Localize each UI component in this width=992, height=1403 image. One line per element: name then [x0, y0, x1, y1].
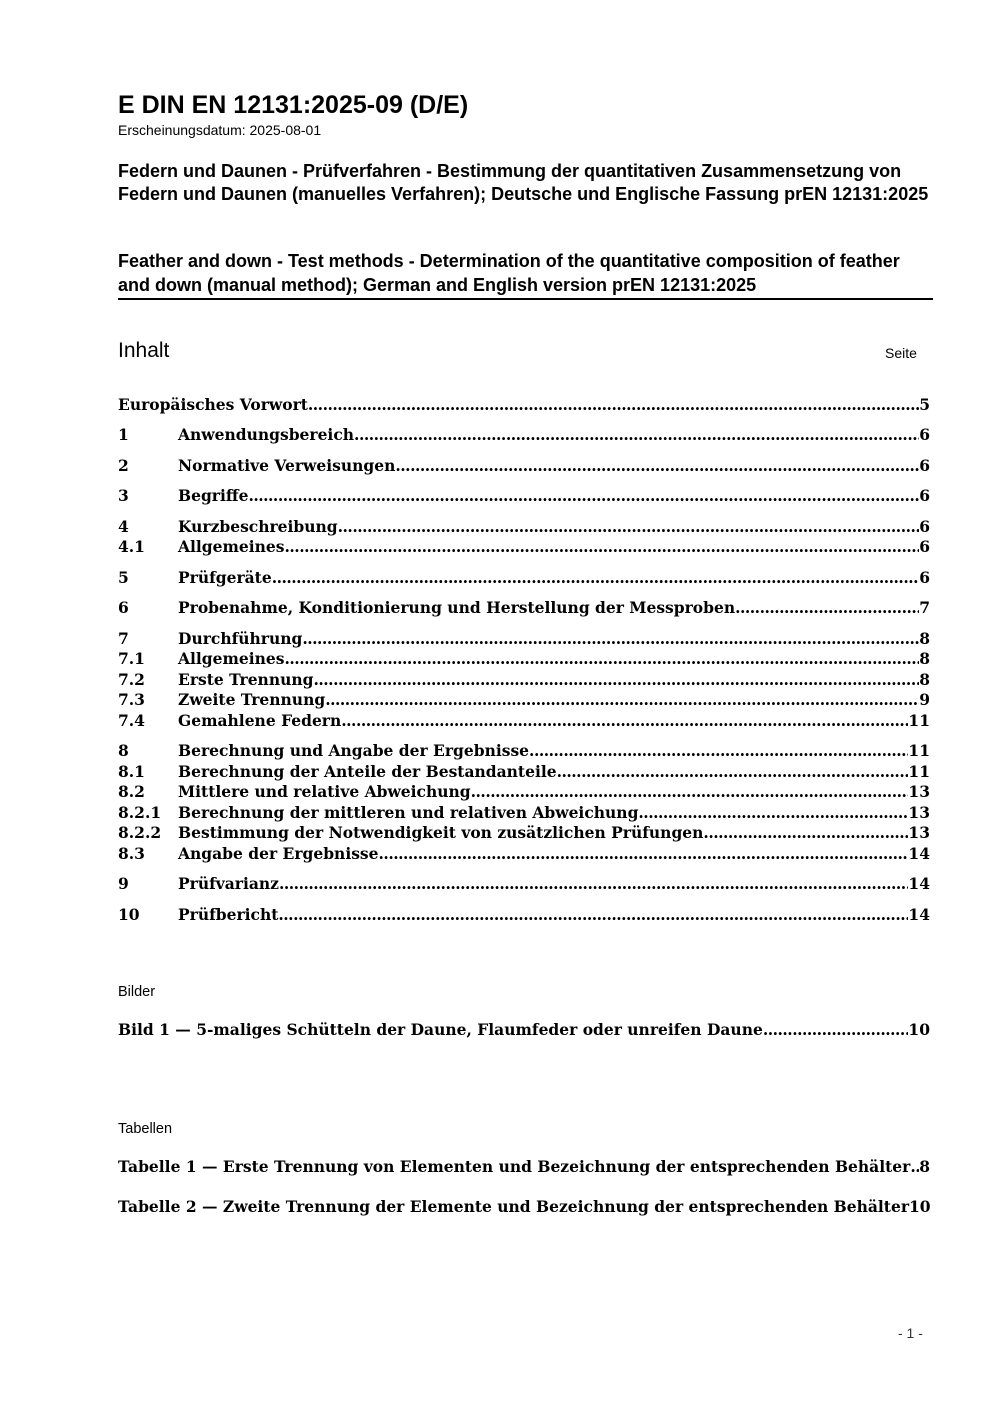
table-list-entry[interactable] [118, 1197, 930, 1217]
toc-entry-page: 6 [919, 456, 930, 475]
toc-entry[interactable] [118, 598, 930, 618]
toc-entry[interactable] [118, 537, 930, 557]
toc-entry-number: 6 [118, 598, 129, 617]
toc-entry-page: 8 [919, 670, 930, 689]
toc-entry-title: Prüfbericht [178, 905, 279, 924]
toc-entry-number: 10 [118, 905, 140, 924]
publication-date: Erscheinungsdatum: 2025-08-01 [118, 122, 322, 138]
toc-entry-title: Begriffe [178, 486, 249, 505]
toc-entry[interactable] [118, 395, 930, 415]
toc-heading: Inhalt [118, 339, 170, 362]
toc-entry[interactable] [118, 568, 930, 588]
toc-entry-title: Europäisches Vorwort [118, 395, 308, 414]
toc-entry-number: 8.2.1 [118, 803, 162, 822]
toc-entry-page: 6 [919, 425, 930, 444]
toc-entry-number: 4 [118, 517, 129, 536]
toc-entry-title: Prüfvarianz [178, 874, 279, 893]
tables-heading: Tabellen [118, 1121, 173, 1137]
toc-entry-page: 6 [919, 517, 930, 536]
toc-entry-page: 7 [919, 598, 930, 617]
table-entry-page: 8 [919, 1157, 930, 1176]
toc-entry-number: 5 [118, 568, 129, 587]
toc-entry-number: 4.1 [118, 537, 145, 556]
toc-entry-page: 11 [908, 762, 930, 781]
toc-entry[interactable] [118, 629, 930, 649]
table-entry-page: 10 [908, 1197, 931, 1216]
toc-entry-title: Normative Verweisungen [178, 456, 396, 475]
toc-entry[interactable] [118, 517, 930, 537]
toc-entry-page: 13 [908, 782, 930, 801]
figures-heading: Bilder [118, 984, 156, 1000]
toc-entry-number: 7 [118, 629, 129, 648]
table-entry-title: Tabelle 2 — Zweite Trennung der Elemente und Bezeichnung der entsprechenden Behälter [118, 1197, 909, 1216]
table-entry-title: Tabelle 1 — Erste Trennung von Elementen und Bezeichnung der entsprechenden Behälter [118, 1157, 911, 1176]
toc-entry-number: 7.1 [118, 649, 145, 668]
toc-entry-page: 9 [919, 690, 930, 709]
toc-entry-page: 6 [919, 537, 930, 556]
toc-entry-page: 6 [919, 568, 930, 587]
toc-entry-title: Gemahlene Federn [178, 711, 342, 730]
toc-entry-title: Probenahme, Konditionierung und Herstellung der Messproben [178, 598, 736, 617]
toc-entry-title: Durchführung [178, 629, 303, 648]
toc-entry-title: Berechnung und Angabe der Ergebnisse [178, 741, 530, 760]
toc-entry-number: 1 [118, 425, 129, 444]
toc-entry[interactable] [118, 803, 930, 823]
toc-entry[interactable] [118, 670, 930, 690]
toc-entry-page: 14 [908, 905, 930, 924]
toc-entry-number: 9 [118, 874, 129, 893]
toc-entry[interactable] [118, 486, 930, 506]
document-number: E DIN EN 12131:2025-09 (D/E) [118, 91, 469, 119]
toc-entry-number: 8 [118, 741, 129, 760]
toc-entry-number: 8.1 [118, 762, 145, 781]
toc-entry-number: 7.2 [118, 670, 145, 689]
toc-entry[interactable] [118, 823, 930, 843]
toc-entry-number: 7.3 [118, 690, 145, 709]
toc-entry-title: Anwendungsbereich [178, 425, 355, 444]
toc-entry-number: 7.4 [118, 711, 145, 730]
toc-entry-number: 3 [118, 486, 129, 505]
toc-entry-page: 8 [919, 649, 930, 668]
toc-entry-number: 8.2.2 [118, 823, 162, 842]
figure-list-entry[interactable] [118, 1020, 930, 1040]
toc-entry-number: 2 [118, 456, 129, 475]
toc-entry-page: 8 [919, 629, 930, 648]
toc-entry[interactable] [118, 782, 930, 802]
toc-entry-title: Berechnung der mittleren und relativen Abweichung [178, 803, 639, 822]
toc-entry-page: 13 [908, 823, 930, 842]
figure-entry-page: 10 [908, 1020, 930, 1039]
toc-entry-page: 11 [908, 741, 930, 760]
toc-entry[interactable] [118, 649, 930, 669]
toc-entry[interactable] [118, 456, 930, 476]
toc-entry-title: Mittlere und relative Abweichung [178, 782, 471, 801]
table-list-entry[interactable] [118, 1157, 930, 1177]
toc-entry-page: 5 [919, 395, 930, 414]
toc-entry-title: Berechnung der Anteile der Bestandanteile [178, 762, 557, 781]
toc-entry-title: Bestimmung der Notwendigkeit von zusätzlichen Prüfungen [178, 823, 704, 842]
toc-entry-number: 8.3 [118, 844, 145, 863]
toc-entry-page: 13 [908, 803, 930, 822]
toc-entry-title: Allgemeines [178, 649, 285, 668]
toc-entry-number: 8.2 [118, 782, 145, 801]
title-english: Feather and down - Test methods - Determination of the quantitative composition of feather and down (manual method); German and English version prEN 12131:2025 [118, 250, 933, 300]
toc-entry[interactable] [118, 905, 930, 925]
toc-entry[interactable] [118, 762, 930, 782]
toc-page-column-label: Seite [885, 345, 917, 361]
toc-entry[interactable] [118, 425, 930, 445]
toc-entry-title: Angabe der Ergebnisse [178, 844, 379, 863]
toc-entry-title: Erste Trennung [178, 670, 314, 689]
toc-entry[interactable] [118, 741, 930, 761]
toc-entry[interactable] [118, 690, 930, 710]
toc-entry[interactable] [118, 874, 930, 894]
figure-entry-title: Bild 1 — 5-maliges Schütteln der Daune, Flaumfeder oder unreifen Daune [118, 1020, 763, 1039]
toc-entry-page: 11 [908, 711, 930, 730]
title-german: Federn und Daunen - Prüfverfahren - Bestimmung der quantitativen Zusammensetzung von Federn und Daunen (manuelles Verfahren); Deutsche und Englische Fassung prEN 12131:2025 [118, 161, 929, 204]
toc-entry-page: 14 [908, 874, 930, 893]
toc-entry-title: Zweite Trennung [178, 690, 326, 709]
toc-entry-title: Allgemeines [178, 537, 285, 556]
toc-entry[interactable] [118, 844, 930, 864]
toc-entry-title: Prüfgeräte [178, 568, 272, 587]
toc-entry-title: Kurzbeschreibung [178, 517, 338, 536]
toc-entry[interactable] [118, 711, 930, 731]
page-number: - 1 - [898, 1325, 923, 1341]
toc-entry-page: 14 [908, 844, 930, 863]
toc-entry-page: 6 [919, 486, 930, 505]
